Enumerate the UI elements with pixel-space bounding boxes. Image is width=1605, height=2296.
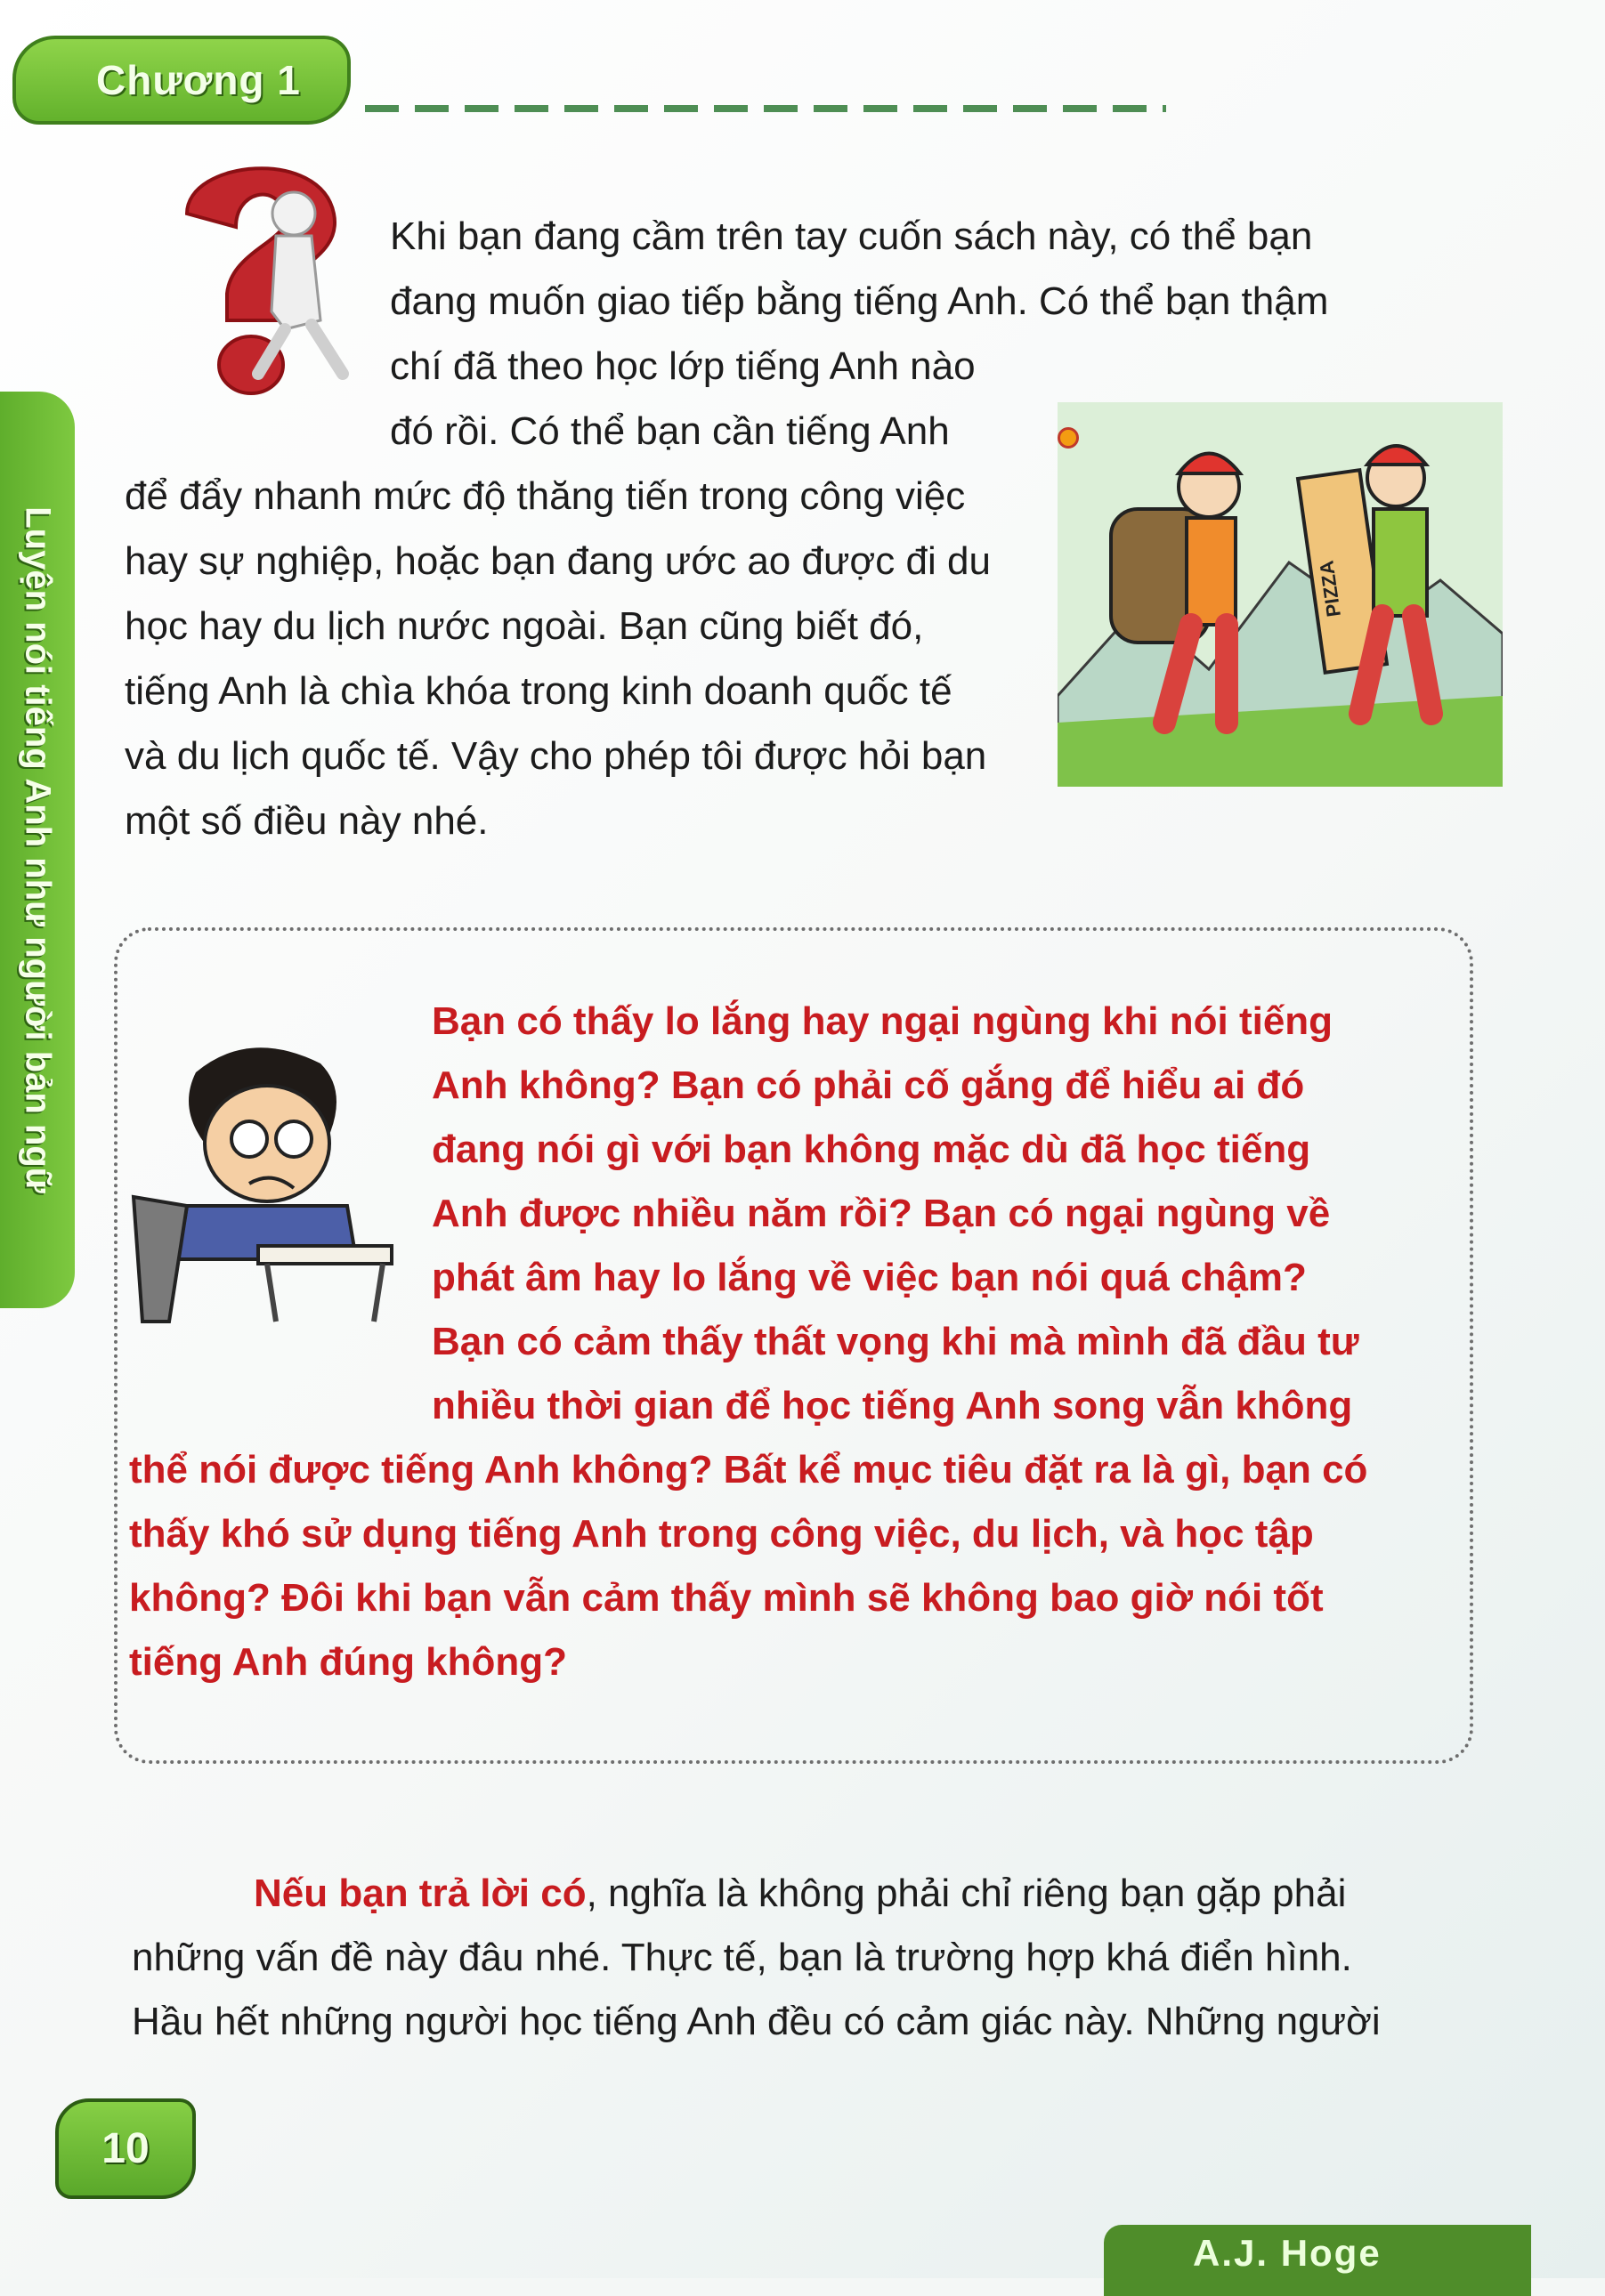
callout-line: đang nói gì với bạn không mặc dù đã học tiếng — [432, 1128, 1311, 1171]
intro-line: đó rồi. Có thể bạn cần tiếng Anh — [390, 409, 950, 453]
callout-line: Anh không? Bạn có phải cố gắng để hiểu ai đó — [432, 1063, 1305, 1107]
decorative-dot — [1058, 427, 1079, 449]
closing-line: Hầu hết những người học tiếng Anh đều có cảm giác này. Những người — [132, 2000, 1381, 2043]
intro-line: hay sự nghiệp, hoặc bạn đang ước ao được đi du — [125, 539, 991, 583]
callout-line: Bạn có thấy lo lắng hay ngại ngùng khi nói tiếng — [432, 999, 1333, 1043]
callout-line: không? Đôi khi bạn vẫn cảm thấy mình sẽ không bao giờ nói tốt — [129, 1576, 1324, 1620]
header-dashed-line — [365, 105, 1166, 112]
side-title-tab — [0, 392, 75, 1308]
callout-line: Bạn có cảm thấy thất vọng khi mà mình đã đầu tư — [432, 1320, 1359, 1363]
callout-line: Anh được nhiều năm rồi? Bạn có ngại ngùng về — [432, 1192, 1331, 1235]
author-name: A.J. Hoge — [1193, 2232, 1382, 2274]
question-mark-illustration — [151, 151, 383, 400]
intro-line: và du lịch quốc tế. Vậy cho phép tôi được hỏi bạn — [125, 734, 987, 778]
hikers-pizza-illustration — [1058, 402, 1503, 787]
page-number-badge — [55, 2098, 196, 2199]
closing-line: những vấn đề này đâu nhé. Thực tế, bạn là trường hợp khá điển hình. — [132, 1936, 1352, 1979]
book-title: Luyện nói tiếng Anh như người bản ngữ — [18, 506, 58, 1193]
intro-line: học hay du lịch nước ngoài. Bạn cũng biết đó, — [125, 604, 924, 648]
callout-line: nhiều thời gian để học tiếng Anh song vẫn không — [432, 1384, 1353, 1427]
chapter-label: Chương 1 — [96, 57, 301, 103]
callout-line: thấy khó sử dụng tiếng Anh trong công việc, du lịch, và học tập — [129, 1512, 1314, 1556]
closing-bold-lead: Nếu bạn trả lời có — [254, 1872, 587, 1915]
author-tab — [1104, 2225, 1531, 2296]
intro-line: tiếng Anh là chìa khóa trong kinh doanh quốc tế — [125, 669, 952, 713]
page-number: 10 — [101, 2125, 150, 2172]
callout-line: thể nói được tiếng Anh không? Bất kể mục tiêu đặt ra là gì, bạn có — [129, 1448, 1368, 1492]
chapter-tab — [12, 36, 351, 125]
intro-line: chí đã theo học lớp tiếng Anh nào — [390, 344, 976, 388]
callout-line: tiếng Anh đúng không? — [129, 1640, 568, 1684]
intro-line: đang muốn giao tiếp bằng tiếng Anh. Có thể bạn thậm — [390, 279, 1329, 323]
intro-line: một số điều này nhé. — [125, 799, 489, 843]
closing-line — [254, 1862, 1346, 1926]
pizza-sign-text: PIZZA — [1315, 559, 1345, 618]
intro-line: Khi bạn đang cầm trên tay cuốn sách này, có thể bạn — [390, 214, 1313, 258]
intro-line: để đẩy nhanh mức độ thăng tiến trong công việc — [125, 474, 966, 518]
callout-line: phát âm hay lo lắng về việc bạn nói quá chậm? — [432, 1256, 1307, 1299]
student-illustration — [125, 1037, 401, 1330]
closing-line-rest: , nghĩa là không phải chỉ riêng bạn gặp phải — [586, 1872, 1347, 1915]
